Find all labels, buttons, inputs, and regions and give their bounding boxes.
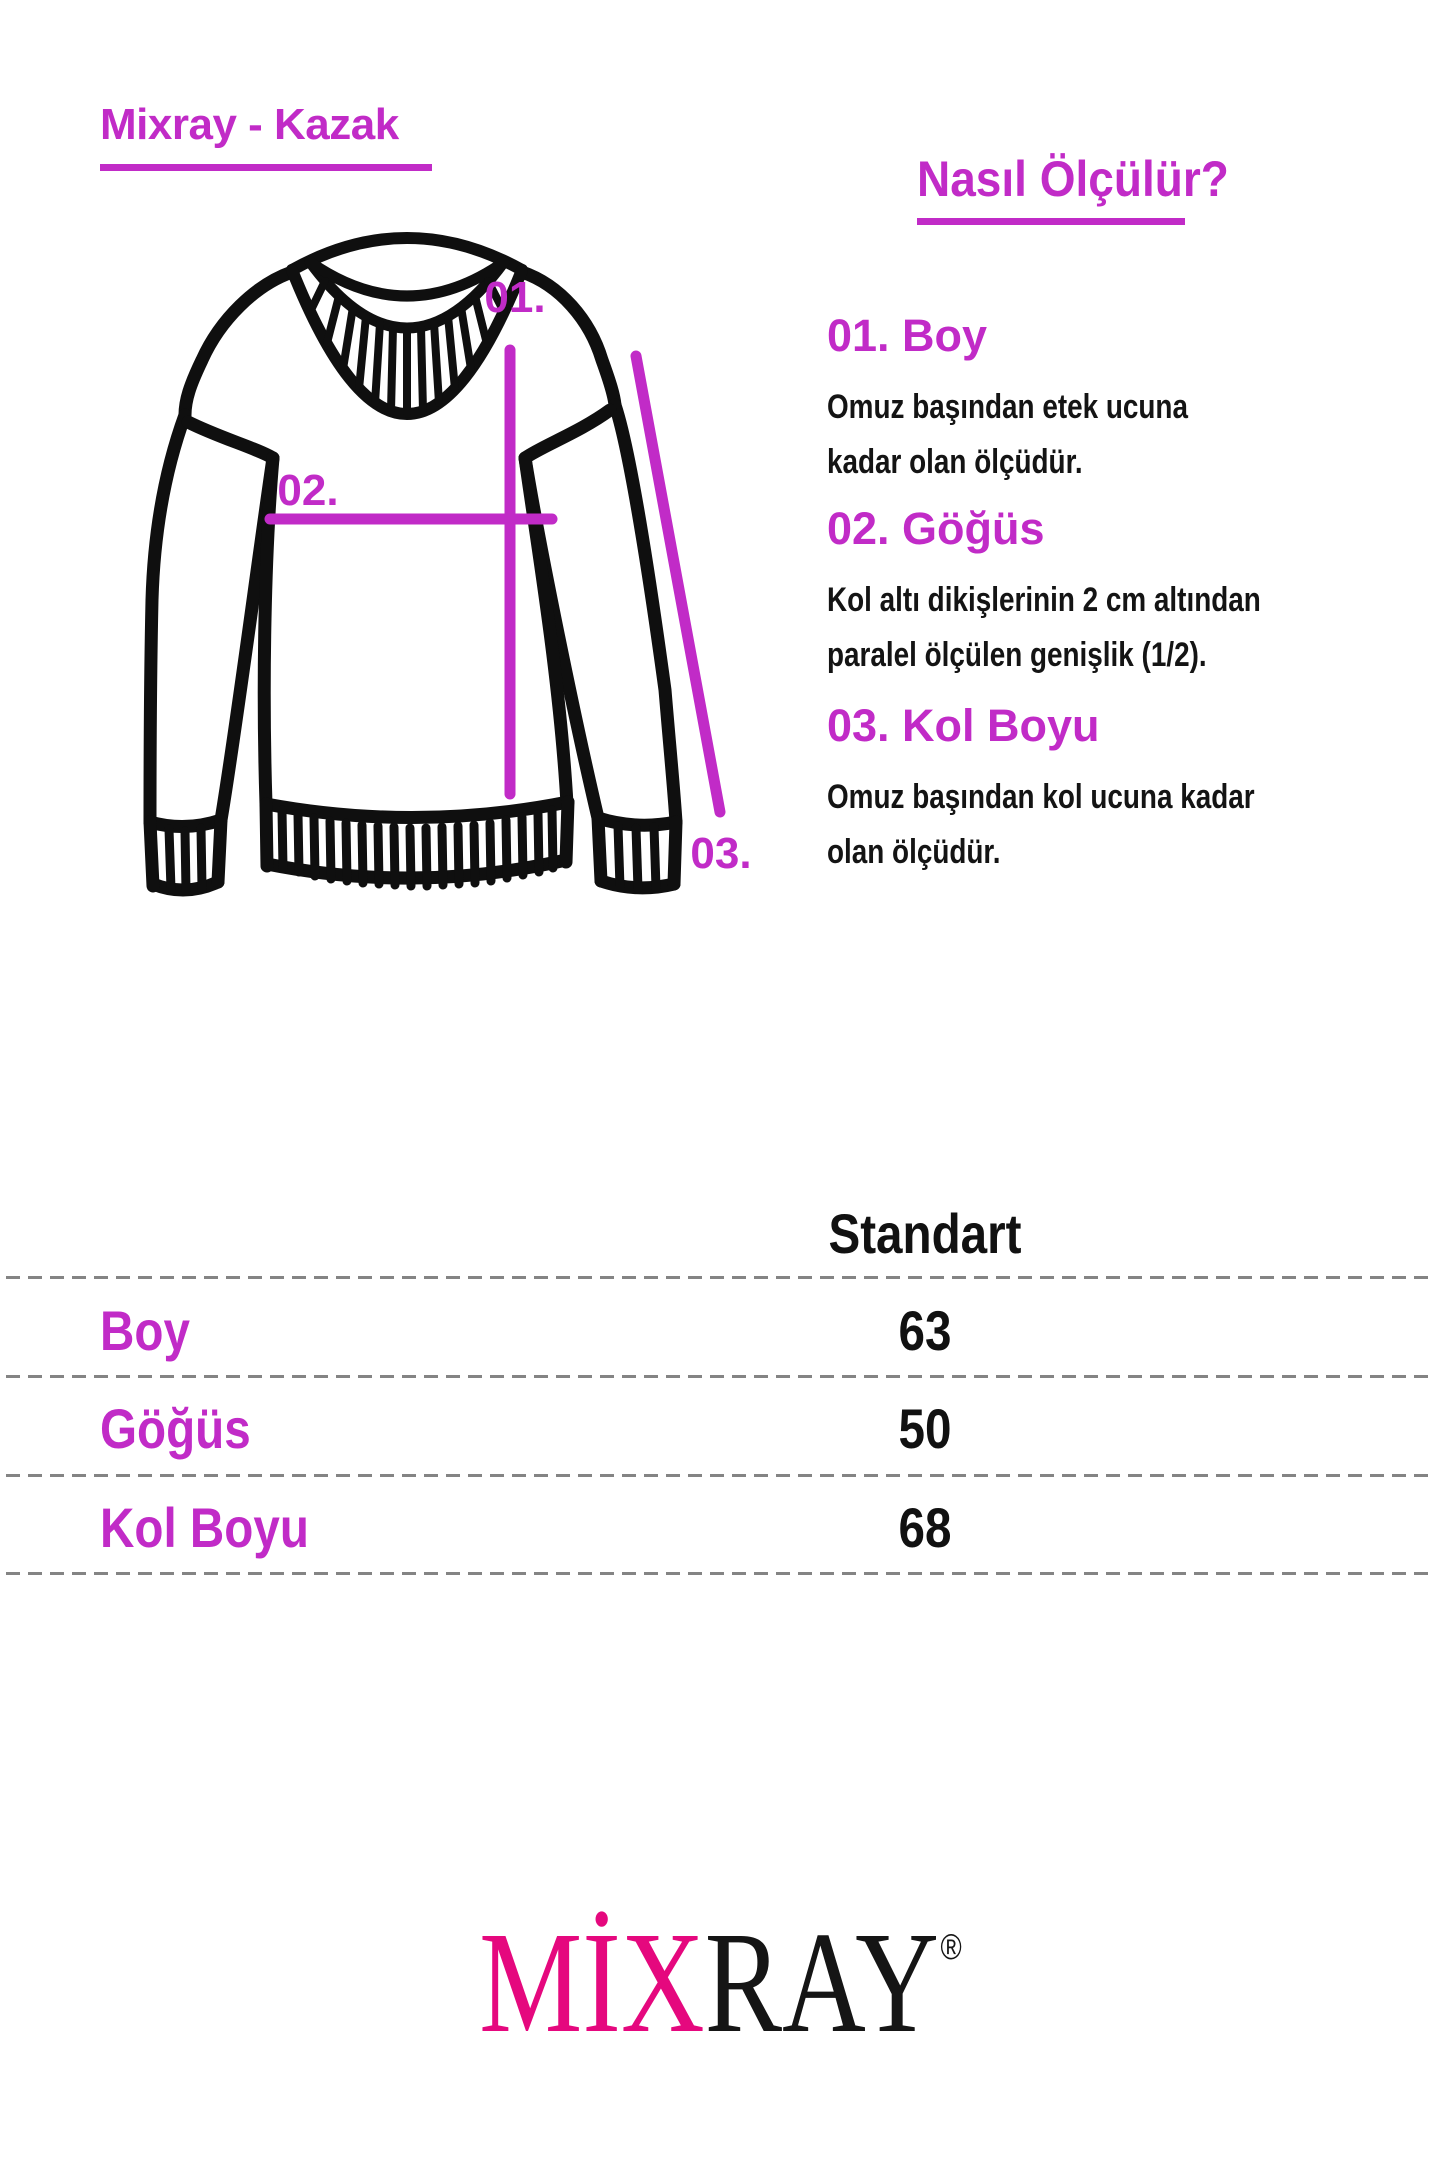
table-divider xyxy=(6,1375,1434,1378)
table-divider xyxy=(6,1572,1434,1575)
logo-part-mix: MİX xyxy=(479,1903,706,2063)
row-value-gogus: 50 xyxy=(898,1397,952,1460)
howto-section-boy xyxy=(827,309,1367,490)
howto-heading: Nasıl Ölçülür? xyxy=(917,151,1229,207)
howto-section-kol-boyu xyxy=(827,699,1367,880)
sweater-illustration xyxy=(70,210,770,910)
row-label-kol-boyu: Kol Boyu xyxy=(100,1496,309,1559)
howto-heading-underline xyxy=(917,218,1185,225)
table-divider xyxy=(6,1474,1434,1477)
diagram-label-02: 02. xyxy=(277,466,339,515)
brand-logo xyxy=(0,1896,1440,2070)
section-description: Omuz başından etek ucuna kadar olan ölçüdür. xyxy=(827,387,1188,481)
section-heading: 02. Göğüs xyxy=(827,503,1045,555)
row-label-boy: Boy xyxy=(100,1299,190,1362)
diagram-label-01: 01. xyxy=(484,273,546,322)
row-value-boy: 63 xyxy=(898,1299,952,1362)
logo-part-ray: RAY xyxy=(705,1903,940,2063)
page-title: Mixray - Kazak xyxy=(100,100,399,149)
size-table-column-header: Standart xyxy=(828,1202,1022,1265)
sweater-measurement-diagram xyxy=(70,210,770,910)
section-heading: 01. Boy xyxy=(827,310,988,361)
table-divider xyxy=(6,1276,1434,1279)
row-value-kol-boyu: 68 xyxy=(898,1496,952,1559)
row-label-gogus: Göğüs xyxy=(100,1397,251,1460)
diagram-label-03: 03. xyxy=(690,829,752,878)
section-heading: 03. Kol Boyu xyxy=(827,700,1100,752)
brand-logo-text xyxy=(479,1896,963,2070)
howto-section-gogus xyxy=(827,502,1367,683)
registered-trademark-icon: ® xyxy=(940,1926,963,1967)
section-description: Omuz başından kol ucuna kadar olan ölçüdür. xyxy=(827,777,1255,872)
title-underline xyxy=(100,164,432,171)
section-description: Kol altı dikişlerinin 2 cm altından paralel ölçülen genişlik (1/2). xyxy=(827,580,1261,675)
howto-column xyxy=(827,150,1367,880)
sweater-outline xyxy=(150,272,676,890)
